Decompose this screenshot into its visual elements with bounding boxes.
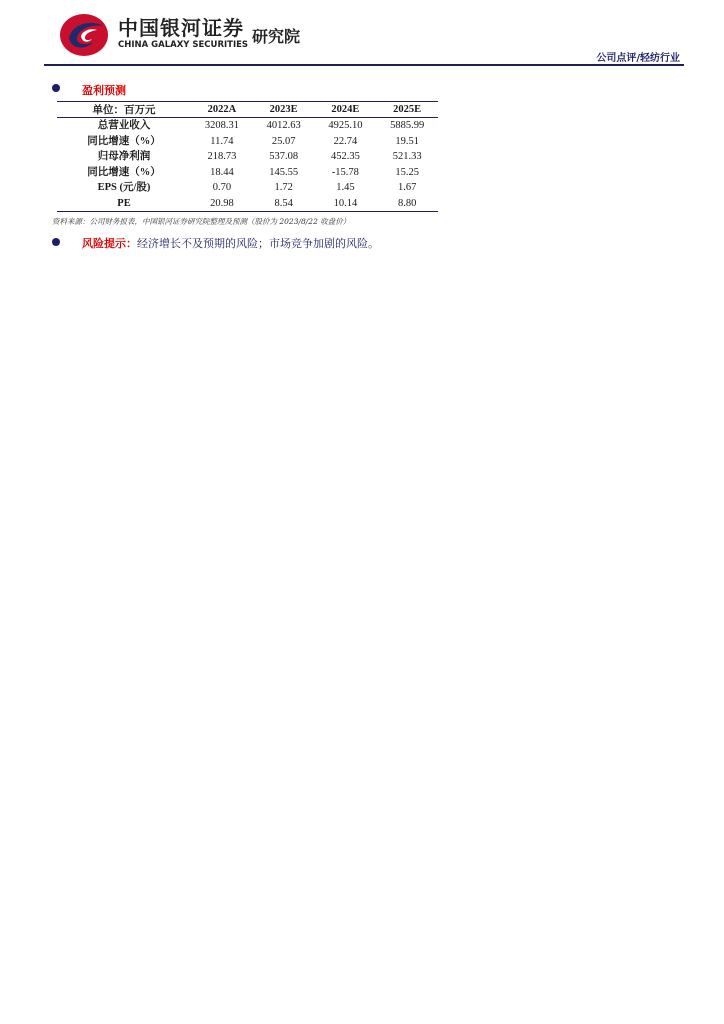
column-header: 单位：百万元 bbox=[57, 102, 191, 118]
table-cell: 537.08 bbox=[269, 151, 299, 163]
breadcrumb: 公司点评/轻纺行业 bbox=[596, 53, 680, 64]
table-cell: -15.78 bbox=[331, 166, 359, 178]
row-label: 总营业收入 bbox=[97, 120, 151, 132]
table-cell: 20.98 bbox=[191, 196, 253, 212]
brand-name-cn: 中国银河证券 bbox=[118, 16, 244, 40]
risk-label: 风险提示： bbox=[82, 237, 137, 250]
table-cell: 15.25 bbox=[395, 166, 419, 178]
bullet-icon bbox=[52, 84, 60, 92]
report-header bbox=[0, 0, 724, 66]
column-header: 2024E bbox=[315, 102, 377, 118]
section-title: 盈利预测 bbox=[82, 84, 126, 97]
row-label: 同比增速（%） bbox=[87, 135, 161, 147]
table-cell: 18.44 bbox=[210, 166, 234, 178]
table-cell: 19.51 bbox=[395, 135, 419, 147]
row-label: PE bbox=[57, 196, 191, 212]
header-divider bbox=[44, 64, 684, 66]
row-label: EPS (元/股) bbox=[97, 182, 151, 194]
table-row bbox=[57, 196, 438, 212]
table-cell: 10.14 bbox=[315, 196, 377, 212]
table-cell: 5885.99 bbox=[390, 120, 425, 132]
table-cell: 22.74 bbox=[333, 135, 358, 147]
table-cell: 3208.31 bbox=[204, 120, 239, 132]
table-row bbox=[57, 118, 438, 134]
brand-name-en: CHINA GALAXY SECURITIES bbox=[118, 40, 249, 50]
table-cell: 8.54 bbox=[253, 196, 315, 212]
risk-warning bbox=[82, 235, 379, 251]
table-cell: 521.33 bbox=[392, 151, 422, 163]
brand-division: 研究院 bbox=[252, 27, 301, 46]
table-cell: 1.72 bbox=[274, 182, 293, 194]
table-cell: 11.74 bbox=[210, 135, 234, 147]
source-note: 资料来源：公司财务报表，中国银河证券研究院整理及预测（股价为 2023/8/22 收盘价） bbox=[52, 217, 351, 226]
table-cell: 0.70 bbox=[212, 182, 232, 194]
column-header: 2023E bbox=[253, 102, 315, 118]
table-cell: 8.80 bbox=[376, 196, 438, 212]
table-row bbox=[57, 134, 438, 150]
row-label: 同比增速（%） bbox=[87, 166, 161, 178]
table-row bbox=[57, 149, 438, 165]
risk-text: 经济增长不及预期的风险；市场竞争加剧的风险。 bbox=[137, 237, 379, 250]
table-cell: 4925.10 bbox=[328, 120, 363, 132]
table-cell: 1.67 bbox=[397, 182, 417, 194]
galaxy-s-logo-icon bbox=[59, 12, 109, 58]
table-cell: 25.07 bbox=[271, 135, 296, 147]
table-cell: 145.55 bbox=[269, 166, 299, 178]
table-row bbox=[57, 165, 438, 181]
column-header: 2022A bbox=[191, 102, 253, 118]
table-cell: 4012.63 bbox=[266, 120, 301, 132]
bullet-icon bbox=[52, 238, 60, 246]
row-label: 归母净利润 bbox=[97, 151, 151, 163]
table-cell: 452.35 bbox=[330, 151, 360, 163]
table-row bbox=[57, 180, 438, 196]
column-header: 2025E bbox=[376, 102, 438, 118]
table-header-row bbox=[57, 102, 438, 118]
earnings-forecast-table bbox=[57, 101, 438, 212]
table-cell: 1.45 bbox=[336, 182, 355, 194]
table-cell: 218.73 bbox=[207, 151, 237, 163]
